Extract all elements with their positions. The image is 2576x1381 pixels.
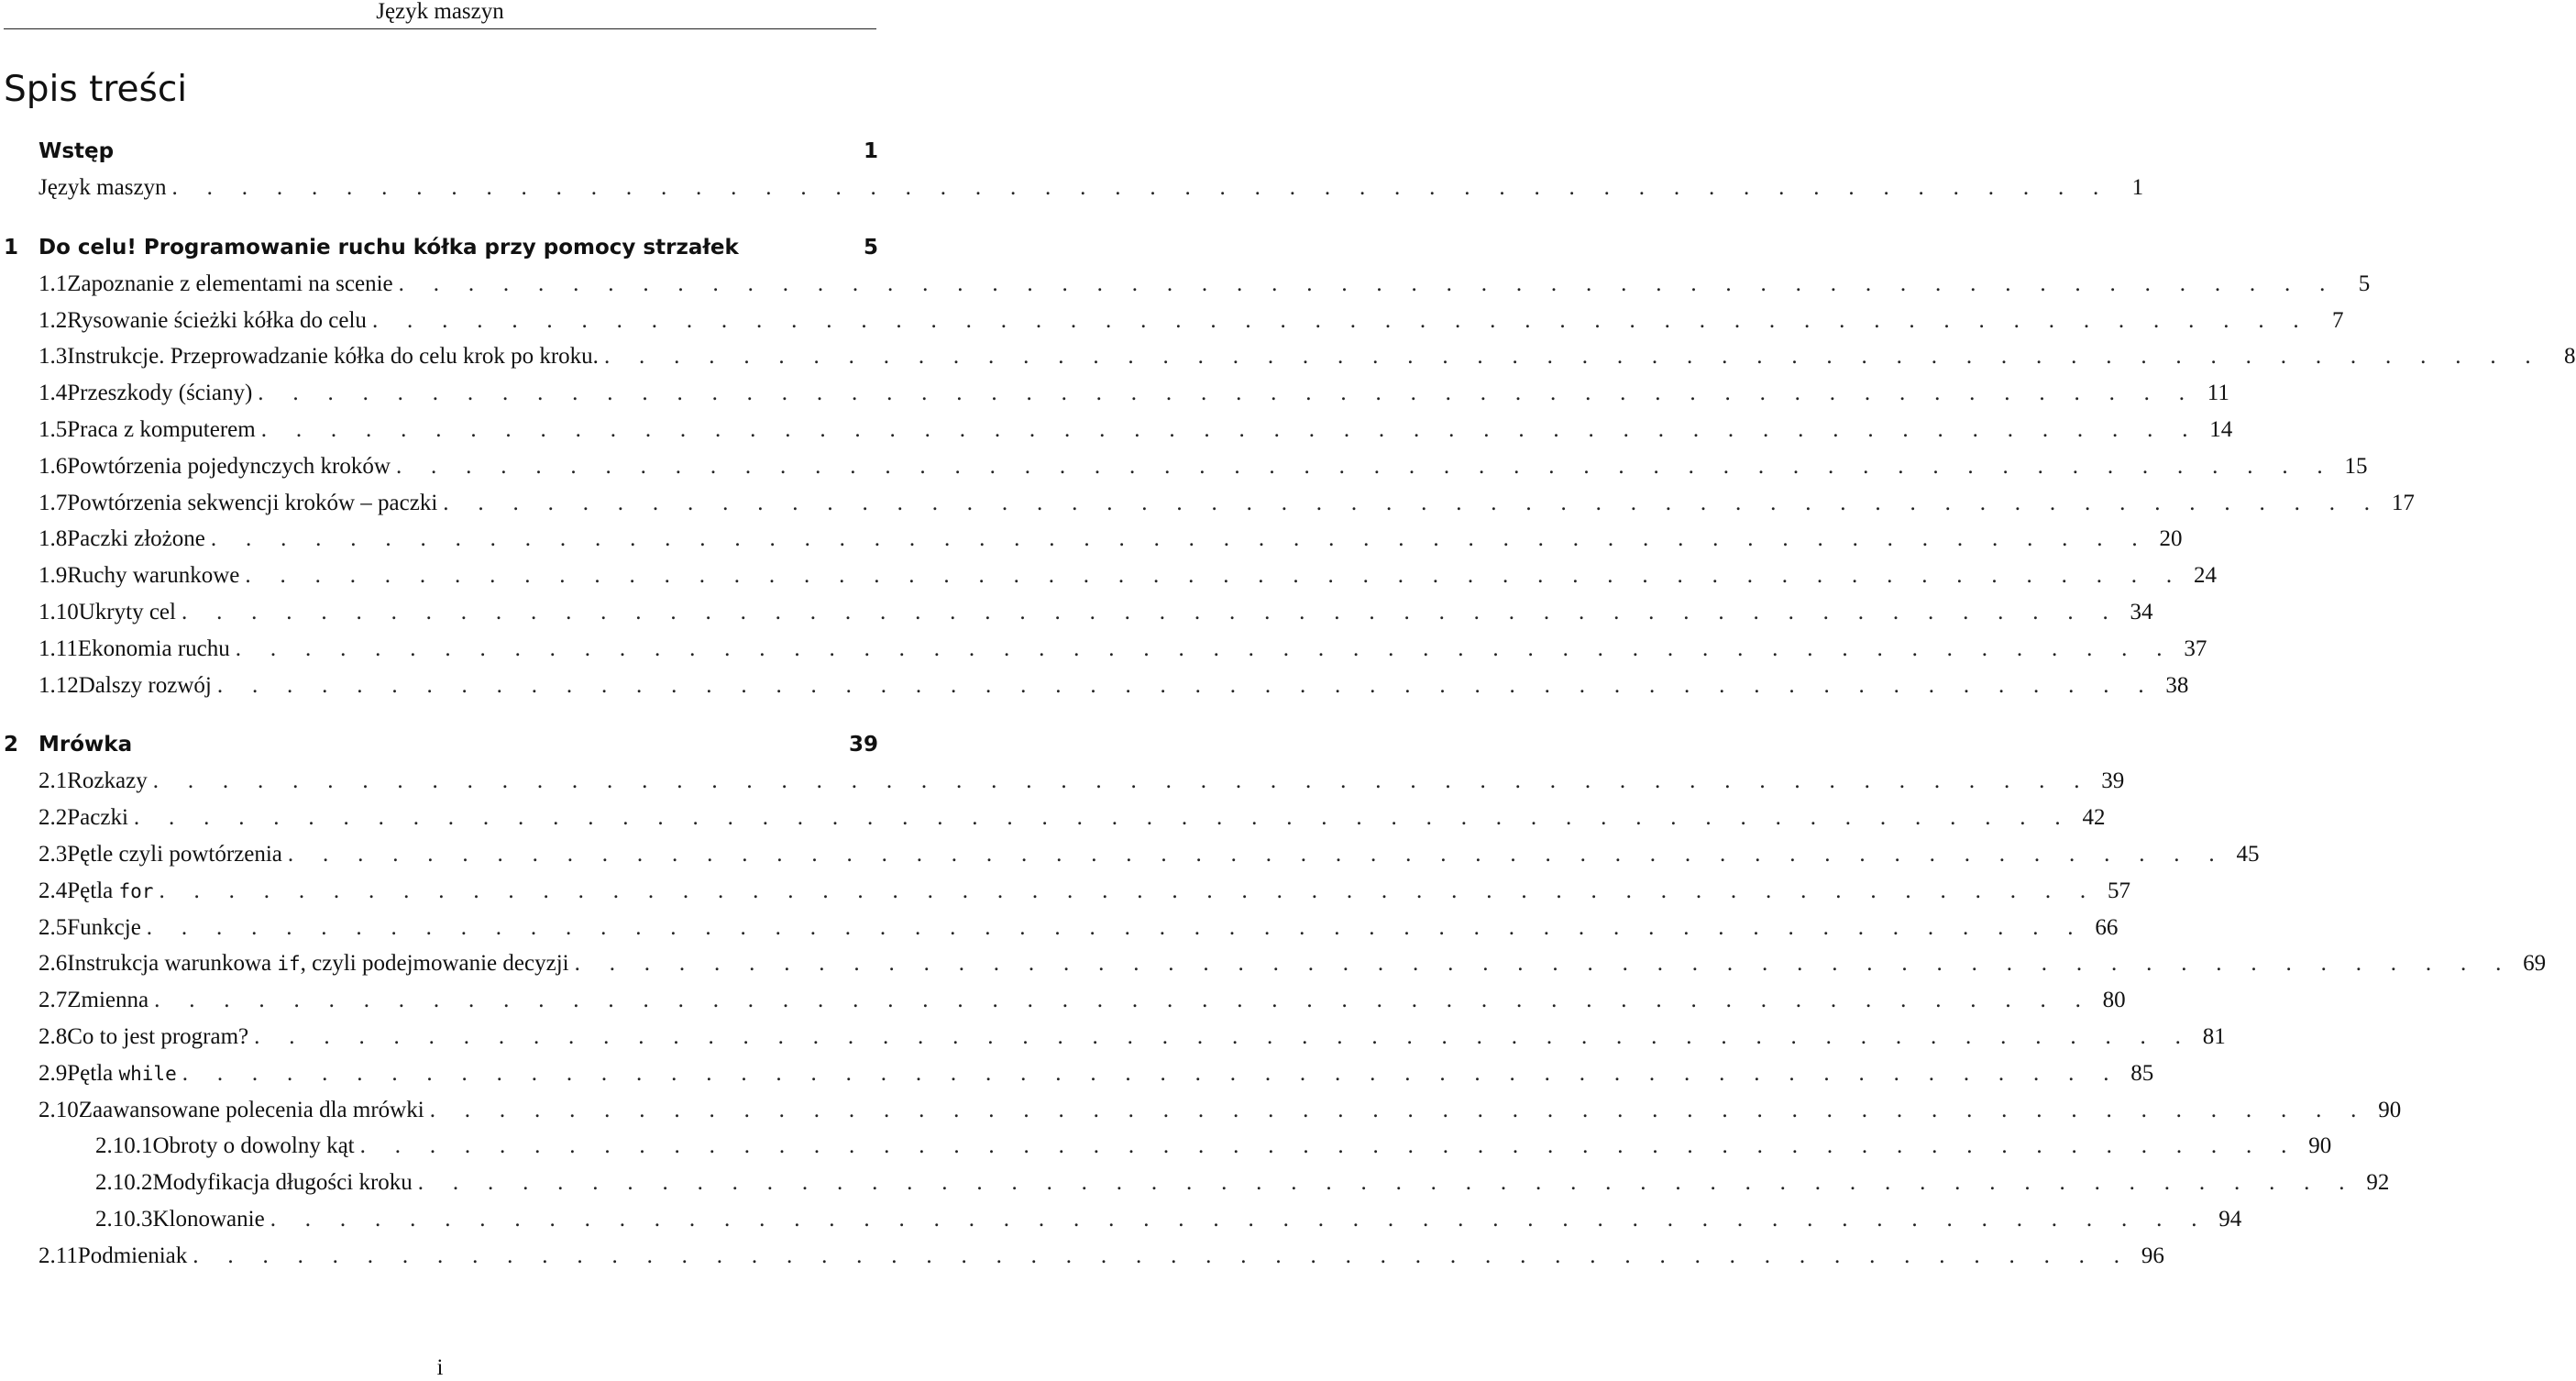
section-page-number: 7 [2332, 307, 2344, 333]
section-title [67, 836, 282, 873]
toc-chapter-entry[interactable] [4, 229, 878, 266]
section-title-text: Modyfikacja długości kroku [152, 1170, 413, 1196]
leader-dots: . . . . . . . . . . . . . . . . . . . . . . . . . . . . . . . . . . . . . . . . . . . . . . . . . . . . . . . . [258, 381, 2196, 406]
section-title-text: Zaawansowane polecenia dla mrówki [78, 1097, 424, 1122]
section-title [39, 170, 167, 206]
section-title [78, 1238, 187, 1275]
header-rule [4, 28, 876, 29]
section-number: 1.6 [39, 453, 68, 479]
section-number: 2.10.1 [95, 1133, 153, 1159]
section-page-number: 66 [2095, 914, 2119, 940]
section-title [67, 485, 437, 522]
section-number: 1.8 [39, 526, 68, 552]
chapter-title: Do celu! Programowanie ruchu kółka przy pomocy strzałek [39, 235, 739, 260]
toc-section-entry[interactable] [4, 266, 2371, 303]
section-title-text: Instrukcja warunkowa [67, 951, 278, 977]
section-number: 1.11 [39, 635, 78, 661]
section-title-code: while [118, 1062, 177, 1085]
section-page-number: 34 [2130, 599, 2153, 624]
section-title [67, 303, 367, 339]
section-page-number: 38 [2165, 672, 2189, 698]
section-title [67, 763, 147, 800]
section-number: 1.10 [39, 599, 79, 624]
section-page-number: 42 [2082, 805, 2106, 831]
section-title-text: Powtórzenia pojedynczych kroków [67, 453, 391, 479]
section-page-number: 37 [2184, 635, 2207, 661]
section-title [153, 1165, 413, 1201]
leader-dots: . . . . . . . . . . . . . . . . . . . . . . . . . . . . . . . . . . . . . . . . . . . . . . . . . . . . . . . . [260, 416, 2200, 442]
section-title [67, 558, 239, 594]
chapter-title: Mrówka [39, 733, 133, 757]
toc-section-entry[interactable] [4, 338, 2576, 375]
section-number: 2.10 [39, 1097, 79, 1122]
section-title [67, 266, 392, 303]
toc-section-entry[interactable] [4, 558, 2217, 594]
section-title [79, 668, 212, 704]
toc-section-entry[interactable] [4, 1055, 2154, 1092]
leader-dots: . . . . . . . . . . . . . . . . . . . . . . . . . . . . . . . . . . . . . . . . . . . . . . . . . . . . . . . . [254, 1023, 2193, 1049]
toc-section-entry[interactable] [4, 910, 2119, 946]
toc-section-entry[interactable] [4, 800, 2106, 836]
section-page-number: 96 [2141, 1243, 2164, 1268]
chapter-page-number: 5 [863, 235, 878, 260]
section-title-text: Przeszkody (ściany) [67, 381, 253, 406]
chapter-number: 1 [4, 235, 19, 260]
section-title-code: for [118, 879, 154, 902]
toc-section-entry[interactable] [4, 1238, 2164, 1275]
section-title-text: Paczki złożone [67, 526, 205, 552]
section-title-text: Ukryty cel [78, 599, 176, 624]
section-title [67, 412, 255, 448]
leader-dots: . . . . . . . . . . . . . . . . . . . . . . . . . . . . . . . . . . . . . . . . . . . . . . . . . . . . . . . . [193, 1243, 2131, 1268]
section-number: 2.6 [39, 951, 68, 977]
section-title [67, 910, 141, 946]
leader-dots: . . . . . . . . . . . . . . . . . . . . . . . . . . . . . . . . . . . . . . . . . . . . . . . . . . . . . . . . [417, 1170, 2357, 1196]
section-title-text: Zapoznanie z elementami na scenie [67, 271, 393, 296]
section-title-text: Paczki [67, 805, 128, 831]
section-title [67, 521, 205, 558]
leader-dots: . . . . . . . . . . . . . . . . . . . . . . . . . . . . . . . . . . . . . . . . . . . . . . . . . . . . . . . . [359, 1133, 2299, 1159]
section-title [153, 1201, 265, 1238]
section-title-text: Instrukcje. Przeprowadzanie kółka do celu krok po kroku. [67, 344, 599, 370]
section-title-text: Zmienna [67, 988, 149, 1013]
section-page-number: 11 [2207, 381, 2229, 406]
leader-dots: . . . . . . . . . . . . . . . . . . . . . . . . . . . . . . . . . . . . . . . . . . . . . . . . . . . . . . . . [270, 1206, 2209, 1232]
toc-chapter-entry[interactable] [4, 726, 878, 763]
toc-section-entry[interactable] [4, 1092, 2402, 1129]
section-page-number: 81 [2202, 1023, 2226, 1049]
section-title-text: Pętla [67, 1060, 119, 1086]
leader-dots: . . . . . . . . . . . . . . . . . . . . . . . . . . . . . . . . . . . . . . . . . . . . . . . . . . . . . . . . [182, 1060, 2121, 1086]
section-title [79, 594, 176, 631]
toc-section-entry[interactable] [4, 945, 2547, 982]
toc-section-entry[interactable] [4, 412, 2233, 448]
section-title [153, 1128, 355, 1165]
section-title-text: Ruchy warunkowe [67, 563, 240, 589]
table-of-contents [4, 133, 2576, 1275]
section-number: 2.8 [39, 1023, 68, 1049]
chapter-number: 2 [4, 733, 19, 757]
toc-subsection-entry[interactable] [4, 1165, 2390, 1201]
leader-dots: . . . . . . . . . . . . . . . . . . . . . . . . . . . . . . . . . . . . . . . . . . . . . . . . . . . . . . . . [133, 805, 2073, 831]
section-title [79, 1092, 424, 1129]
section-number: 2.11 [39, 1243, 78, 1268]
section-number: 2.10.2 [95, 1170, 153, 1196]
section-title-text: Pętle czyli powtórzenia [67, 841, 282, 867]
section-page-number: 24 [2193, 563, 2217, 589]
section-number: 2.5 [39, 914, 68, 940]
section-page-number: 14 [2209, 416, 2233, 442]
section-number: 1.5 [39, 416, 68, 442]
section-page-number: 92 [2366, 1170, 2390, 1196]
toc-section-entry[interactable] [4, 836, 2260, 873]
section-number: 1.3 [39, 344, 68, 370]
leader-dots: . . . . . . . . . . . . . . . . . . . . . . . . . . . . . . . . . . . . . . . . . . . . . . . . . . . . . . . . [287, 841, 2227, 867]
section-title [67, 800, 128, 836]
section-title [67, 982, 149, 1019]
toc-section-entry[interactable] [4, 170, 2144, 206]
toc-subsection-entry[interactable] [4, 1128, 2332, 1165]
section-page-number: 20 [2159, 526, 2183, 552]
section-title-text: Podmieniak [77, 1243, 188, 1268]
section-number: 1.12 [39, 672, 79, 698]
leader-dots: . . . . . . . . . . . . . . . . . . . . . . . . . . . . . . . . . . . . . . . . . . . . . . . . . . . . . . . . [171, 175, 2111, 200]
toc-section-entry[interactable] [4, 1019, 2226, 1055]
section-number: 1.4 [39, 381, 68, 406]
section-title-text: Dalszy rozwój [78, 672, 212, 698]
section-title-text: Rozkazy [67, 768, 148, 794]
leader-dots: . . . . . . . . . . . . . . . . . . . . . . . . . . . . . . . . . . . . . . . . . . . . . . . . . . . . . . . . [429, 1097, 2369, 1122]
toc-section-entry[interactable] [4, 375, 2229, 412]
section-page-number: 90 [2378, 1097, 2402, 1122]
leader-dots: . . . . . . . . . . . . . . . . . . . . . . . . . . . . . . . . . . . . . . . . . . . . . . . . . . . . . . . . [152, 768, 2092, 794]
section-title [67, 1055, 176, 1093]
section-page-number: 90 [2308, 1133, 2332, 1159]
leader-dots: . . . . . . . . . . . . . . . . . . . . . . . . . . . . . . . . . . . . . . . . . . . . . . . . . . . . . . . . [395, 453, 2335, 479]
section-title [67, 375, 252, 412]
section-page-number: 85 [2130, 1060, 2154, 1086]
page-number: i [436, 1355, 444, 1380]
section-number: 2.2 [39, 805, 68, 831]
section-title [67, 1019, 248, 1055]
section-page-number: 8 [2564, 344, 2576, 370]
section-number: 2.3 [39, 841, 68, 867]
section-title-text: Język maszyn [39, 175, 167, 200]
section-title [67, 873, 153, 911]
section-page-number: 15 [2344, 453, 2368, 479]
toc-section-entry[interactable] [4, 873, 2130, 910]
leader-dots: . . . . . . . . . . . . . . . . . . . . . . . . . . . . . . . . . . . . . . . . . . . . . . . . . . . . . . . . [154, 988, 2093, 1013]
section-number: 2.10.3 [95, 1206, 153, 1232]
toc-section-entry[interactable] [4, 594, 2153, 631]
leader-dots: . . . . . . . . . . . . . . . . . . . . . . . . . . . . . . . . . . . . . . . . . . . . . . . . . . . . . . . . [574, 951, 2514, 977]
leader-dots: . . . . . . . . . . . . . . . . . . . . . . . . . . . . . . . . . . . . . . . . . . . . . . . . . . . . . . . . [146, 914, 2086, 940]
section-title-code: if [277, 953, 301, 976]
section-number: 2.7 [39, 988, 68, 1013]
leader-dots: . . . . . . . . . . . . . . . . . . . . . . . . . . . . . . . . . . . . . . . . . . . . . . . . . . . . . . . . [443, 490, 2382, 515]
section-number: 2.4 [39, 878, 68, 903]
section-title-text: Klonowanie [152, 1206, 265, 1232]
section-page-number: 94 [2218, 1206, 2242, 1232]
section-page-number: 69 [2523, 951, 2547, 977]
section-title-text: Co to jest program? [67, 1023, 249, 1049]
toc-subsection-entry[interactable] [4, 1201, 2242, 1238]
leader-dots: . . . . . . . . . . . . . . . . . . . . . . . . . . . . . . . . . . . . . . . . . . . . . . . . . . . . . . . . [398, 271, 2338, 296]
leader-dots: . . . . . . . . . . . . . . . . . . . . . . . . . . . . . . . . . . . . . . . . . . . . . . . . . . . . . . . . [235, 635, 2174, 661]
section-title-text: Obroty o dowolny kąt [152, 1133, 355, 1159]
toc-section-entry[interactable] [4, 631, 2207, 668]
toc-section-entry[interactable] [4, 303, 2344, 339]
leader-dots: . . . . . . . . . . . . . . . . . . . . . . . . . . . . . . . . . . . . . . . . . . . . . . . . . . . . . . . . [181, 599, 2120, 624]
toc-chapter-entry[interactable] [4, 133, 878, 170]
chapter-page-number: 1 [863, 139, 878, 163]
section-page-number: 1 [2131, 175, 2144, 200]
toc-section-entry[interactable] [4, 448, 2368, 485]
section-number: 2.1 [39, 768, 68, 794]
toc-section-entry[interactable] [4, 982, 2126, 1019]
leader-dots: . . . . . . . . . . . . . . . . . . . . . . . . . . . . . . . . . . . . . . . . . . . . . . . . . . . . . . . . [159, 878, 2097, 903]
section-page-number: 39 [2101, 768, 2125, 794]
toc-section-entry[interactable] [4, 485, 2415, 522]
section-title-text: Funkcje [67, 914, 141, 940]
chapter-page-number: 39 [848, 733, 878, 757]
section-page-number: 57 [2108, 878, 2130, 903]
section-title-text: Praca z komputerem [67, 416, 256, 442]
section-title-text: Powtórzenia sekwencji kroków – paczki [67, 490, 438, 515]
leader-dots: . . . . . . . . . . . . . . . . . . . . . . . . . . . . . . . . . . . . . . . . . . . . . . . . . . . . . . . . [245, 563, 2184, 589]
running-header: Język maszyn [376, 0, 504, 24]
leader-dots: . . . . . . . . . . . . . . . . . . . . . . . . . . . . . . . . . . . . . . . . . . . . . . . . . . . . . . . . [603, 344, 2543, 370]
chapter-title: Wstęp [39, 139, 115, 163]
section-title-text: Pętla [67, 878, 119, 903]
section-title [67, 945, 568, 983]
section-page-number: 5 [2358, 271, 2371, 296]
section-title [67, 448, 391, 485]
toc-section-entry[interactable] [4, 521, 2183, 558]
section-number: 1.9 [39, 563, 68, 589]
section-title [67, 338, 599, 375]
toc-section-entry[interactable] [4, 668, 2189, 704]
toc-section-entry[interactable] [4, 763, 2125, 800]
section-number: 1.1 [39, 271, 68, 296]
toc-heading: Spis treści [4, 69, 188, 110]
section-number: 2.9 [39, 1060, 68, 1086]
section-title-text: Rysowanie ścieżki kółka do celu [67, 307, 367, 333]
section-page-number: 17 [2391, 490, 2415, 515]
section-title-text: Ekonomia ruchu [77, 635, 230, 661]
section-title [78, 631, 230, 668]
section-number: 1.7 [39, 490, 68, 515]
leader-dots: . . . . . . . . . . . . . . . . . . . . . . . . . . . . . . . . . . . . . . . . . . . . . . . . . . . . . . . . [216, 672, 2156, 698]
section-page-number: 45 [2236, 841, 2260, 867]
section-title-text-after: , czyli podejmowanie decyzji [300, 951, 569, 977]
leader-dots: . . . . . . . . . . . . . . . . . . . . . . . . . . . . . . . . . . . . . . . . . . . . . . . . . . . . . . . . [210, 526, 2150, 552]
section-page-number: 80 [2102, 988, 2126, 1013]
section-number: 1.2 [39, 307, 68, 333]
leader-dots: . . . . . . . . . . . . . . . . . . . . . . . . . . . . . . . . . . . . . . . . . . . . . . . . . . . . . . . . [371, 307, 2311, 333]
